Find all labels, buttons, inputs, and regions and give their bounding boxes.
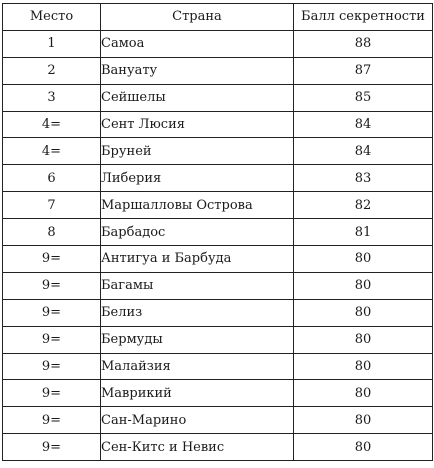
place-cell: 9= (3, 326, 101, 353)
place-cell: 4= (3, 111, 101, 138)
place-cell: 8 (3, 219, 101, 246)
score-cell: 82 (294, 192, 433, 219)
table-row (3, 138, 433, 165)
score-cell: 80 (294, 326, 433, 353)
place-cell: 3 (3, 84, 101, 111)
table-row (3, 407, 433, 434)
country-cell: Маврикий (101, 380, 294, 407)
place-cell: 9= (3, 380, 101, 407)
header-country: Страна (101, 4, 294, 31)
table-row (3, 380, 433, 407)
place-cell: 7 (3, 192, 101, 219)
country-cell: Сент Люсия (101, 111, 294, 138)
table-row (3, 299, 433, 326)
place-cell: 9= (3, 299, 101, 326)
table-header-row (3, 4, 433, 31)
table-row (3, 165, 433, 192)
place-cell: 6 (3, 165, 101, 192)
country-cell: Либерия (101, 165, 294, 192)
place-cell: 4= (3, 138, 101, 165)
place-cell: 9= (3, 434, 101, 461)
country-cell: Сан-Марино (101, 407, 294, 434)
score-cell: 84 (294, 138, 433, 165)
table-row (3, 246, 433, 273)
table-body (3, 30, 433, 460)
header-score: Балл секретности (294, 4, 433, 31)
table-row (3, 326, 433, 353)
place-cell: 9= (3, 272, 101, 299)
table-row (3, 57, 433, 84)
place-cell: 9= (3, 353, 101, 380)
score-cell: 80 (294, 299, 433, 326)
score-cell: 80 (294, 407, 433, 434)
country-cell: Белиз (101, 299, 294, 326)
score-cell: 87 (294, 57, 433, 84)
score-cell: 80 (294, 380, 433, 407)
score-cell: 85 (294, 84, 433, 111)
score-cell: 80 (294, 246, 433, 273)
score-cell: 81 (294, 219, 433, 246)
table-row (3, 192, 433, 219)
place-cell: 9= (3, 407, 101, 434)
country-cell: Антигуа и Барбуда (101, 246, 294, 273)
header-place: Место (3, 4, 101, 31)
table-row (3, 111, 433, 138)
country-cell: Сейшелы (101, 84, 294, 111)
country-cell: Барбадос (101, 219, 294, 246)
place-cell: 1 (3, 30, 101, 57)
table-row (3, 353, 433, 380)
table-row (3, 30, 433, 57)
table-row (3, 272, 433, 299)
score-cell: 80 (294, 272, 433, 299)
country-cell: Малайзия (101, 353, 294, 380)
country-cell: Багамы (101, 272, 294, 299)
country-cell: Маршалловы Острова (101, 192, 294, 219)
country-cell: Сен-Китс и Невис (101, 434, 294, 461)
table-row (3, 84, 433, 111)
country-cell: Вануату (101, 57, 294, 84)
country-cell: Бермуды (101, 326, 294, 353)
country-cell: Самоа (101, 30, 294, 57)
score-cell: 80 (294, 353, 433, 380)
score-cell: 83 (294, 165, 433, 192)
table-row (3, 434, 433, 461)
table-row (3, 219, 433, 246)
score-cell: 80 (294, 434, 433, 461)
secrecy-ranking-table (2, 3, 433, 461)
country-cell: Бруней (101, 138, 294, 165)
place-cell: 9= (3, 246, 101, 273)
score-cell: 88 (294, 30, 433, 57)
place-cell: 2 (3, 57, 101, 84)
score-cell: 84 (294, 111, 433, 138)
